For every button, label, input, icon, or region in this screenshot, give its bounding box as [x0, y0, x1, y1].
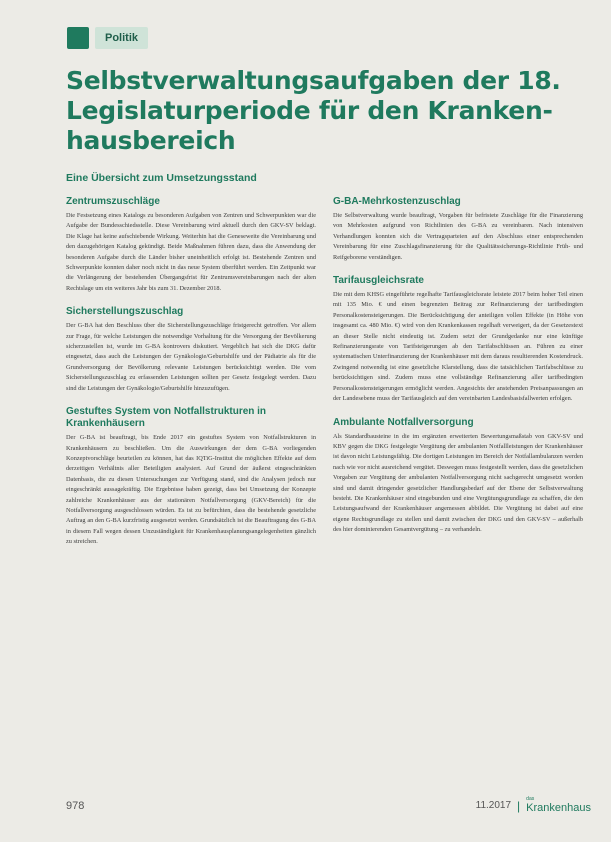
- section-title: Gestuftes System von Notfallstrukturen in Krankenhäusern: [66, 406, 267, 430]
- section-body: Der G-BA ist beauftragt, bis Ende 2017 ein gestuftes System von Notfallstrukturen in Krankenhäusern zu beschließen. Um die Auswirkungen der dem G-BA vorliegenden Konzeptvorschläge beurteilen zu können, hat das IQTiG-Institut die möglichen Effekte auf dem derzeitigen Verhältnis aller Beteiligten analysiert. Auf Grund der äußerst eingeschränkten Datenbasis, die zu diesen Untersuchungen zur Verfügung stand, sind die Analysen jedoch nur eingeschränkt aussagekräftig. Die Ergebnisse haben gezeigt, dass bei Umsetzung der Konzepte zahlreiche Krankenhäuser aus der stationären Notfallversorgung (GKV-Bereich) für die Notfallversorgung ausgeschlossen würden. Es ist zu befürchten, dass die bestehende gesetzliche Auftrag an den G-BA kurzfristig ausgesetzt werden. Grundsätzlich ist die Beauftragung des G-BA in diesem Fall wegen dessen Unzuständigkeit für Krankenhausplanungsangelegenheiten gänzlich zu streichen.: [66, 434, 316, 546]
- section-title: Sicherstellungszuschlag: [66, 306, 184, 318]
- article-headline: Selbstverwaltungsaufgaben der 18. Legislaturperiode für den Kranken-hausbereich: [66, 66, 561, 155]
- footer-separator: |: [517, 798, 521, 813]
- section-zentrumszuschlaege: [66, 196, 316, 294]
- right-column: [333, 196, 583, 548]
- brand-logo: [526, 797, 591, 814]
- section-ambulante-notfallversorgung: [333, 417, 583, 536]
- section-body: Die mit dem KHSG eingeführte regelhafte Tarifausgleichsrate leistete 2017 beim hoher Teil einen mit 135 Mio. € und einen begrenzten Beitrag zur Refinanzierung der tarifbedingten Personalkostensteigerungen. Die Berücksichtigung der anteiligen vollen Effekte (in Höhe von insgesamt ca. 480 Mio. €) wird von den Krankenkassen regelhaft verweigert, da der Gesetzestext an dieser Stelle nicht eindeutig ist. Zudem setzt der Grundgedanke nur eine künftige Refinanzierungsrate von Tarifsteigerungen ab den Tarifabschlüssen an. Führen zu einer systematischen Unterfinanzierung der Krankenhäuser mit dem daraus resultierenden Kostendruck. Zwingend notwendig ist eine gesetzliche Klarstellung, dass die tatsächlichen Tarifabschlüsse zu berücksichtigen sind. Zudem muss eine vollständige Refinanzierung aller tarifbedingten Personalkostensteigerungen ermöglicht werden. Angesichts der anstehenden Preisanpassungen an der Landesebene muss der Tarifausgleich auf den vereinbarten Landesbasisfallwerten erfolgen.: [333, 291, 583, 403]
- section-sicherstellungszuschlag: [66, 306, 316, 394]
- issue-number: 11.2017: [475, 800, 512, 811]
- footer-brand: [476, 797, 591, 814]
- section-notfallstrukturen: [66, 406, 316, 547]
- section-title: Zentrumszuschläge: [66, 196, 160, 207]
- section-body: Die Selbstverwaltung wurde beauftragt, Vorgaben für befristete Zuschläge für die Finanzierung von Mehrkosten aufgrund von Richtlinien des G-BA zu vereinbaren. Nach intensiven Verhandlungen konnten sich die Vertragsparteien auf den Abschluss einer entsprechenden Vereinbarung für eine Zuschlagsfinanzierung für die Qualitätssicherungs-Richtlinie Früh- und Reifgeborene verständigen.: [333, 212, 583, 261]
- section-body: Der G-BA hat den Beschluss über die Sicherstellungszuschläge fristgerecht getroffen. Vor allem zur Frage, für welche Leistungen die notwendige Vorhaltung für die Versorgung der Bevölkerung sicherzustellen ist, wurde im G-BA kontrovers diskutiert. Vergeblich hat sich die DKG dafür eingesetzt, dass auch die Leistungen der Gynäkologie/Geburtshilfe und der Pädiatrie als für die Grundversorgung der Bevölkerung relevante Leistungen berücksichtigt werden. Die vom Sicherstellungszuschlag zu erfassenden Leistungen sollten per Gesetz festgelegt werden. Dazu sind die Leistungen der Gynäkologie/Geburtshilfe hinzuzufügen.: [66, 322, 316, 392]
- section-body: Die Festsetzung eines Katalogs zu besonderen Aufgaben von Zentren und Schwerpunkten war die Aufgabe der Bundesschiedsstelle. Diese Vereinbarung wird aktuell durch den GKV-SV beklagt. Die Klage hat keine aufschiebende Wirkung. Weiterhin hat die Geneseweite die Vereinbarung und den dazugehörigen Katalog gekündigt. Beide Maßnahmen führen dazu, dass die Anwendung der besonderen Aufgabe durch die Länder bisher uneinheitlich erfolgt ist. Bestehende Zentren und Schwerpunkte konnten daher noch nicht in das neue System überführt werden. Ein Zeitpunkt war die Verlängerung der bestehenden Übergangsfrist für Zentrumsvereinbarungen nach der alten Rechtslage um ein weiteres Jahr bis zum 31. Dezember 2018.: [66, 212, 316, 292]
- section-body: Als Standardbausteine in die im ergänzten erweiterten Bewertungsmaßstab von GKV-SV und KBV gegen die DKG festgelegte Vergütung der ambulanten Notfallleistungen der Krankenhäuser ist davon nicht Leistungsfähig. Die dortigen Leistungen im Bereich der Notfallambulanzen werden nach wie vor nicht ausreichend vergütet. Deswegen muss festgestellt werden, dass die gesetzlichen Vorgaben zur Vergütung der ambulanten Notfallversorgung nicht sachgerecht umgesetzt worden sind und damit dringender gesetzlicher Handlungsbedarf auf der Ebene der Selbstverwaltung besteht. Die Krankenhäuser sind eingebunden und eine Vergütungsgrundlage zu schaffen, die den Leistungsaufwand der Krankenhäuser angemessen abbildet. Die Vergütung ist dabei auf eine eigene Rechtsgrundlage zu stellen und damit zwischen der DKG und den GKV-SV – außerhalb des hier dominierenden Gesamtvergütung – zu verhandeln.: [333, 432, 583, 534]
- section-title: Ambulante Notfallversorgung: [333, 416, 474, 428]
- section-tarifausgleichsrate: [333, 275, 583, 404]
- section-title: Tarifausgleichsrate: [333, 275, 424, 287]
- page-number: 978: [66, 800, 85, 812]
- brand-small-text: das: [526, 796, 535, 802]
- rubric-marker: [67, 27, 89, 49]
- article-subtitle: Eine Übersicht zum Umsetzungsstand: [66, 172, 257, 184]
- section-title: G-BA-Mehrkostenzuschlag: [333, 196, 461, 207]
- section-mehrkostenzuschlag: [333, 196, 583, 263]
- brand-name: Krankenhaus: [526, 802, 591, 814]
- left-column: [66, 196, 316, 560]
- rubric-tag: [67, 27, 148, 49]
- rubric-label: Politik: [95, 27, 148, 49]
